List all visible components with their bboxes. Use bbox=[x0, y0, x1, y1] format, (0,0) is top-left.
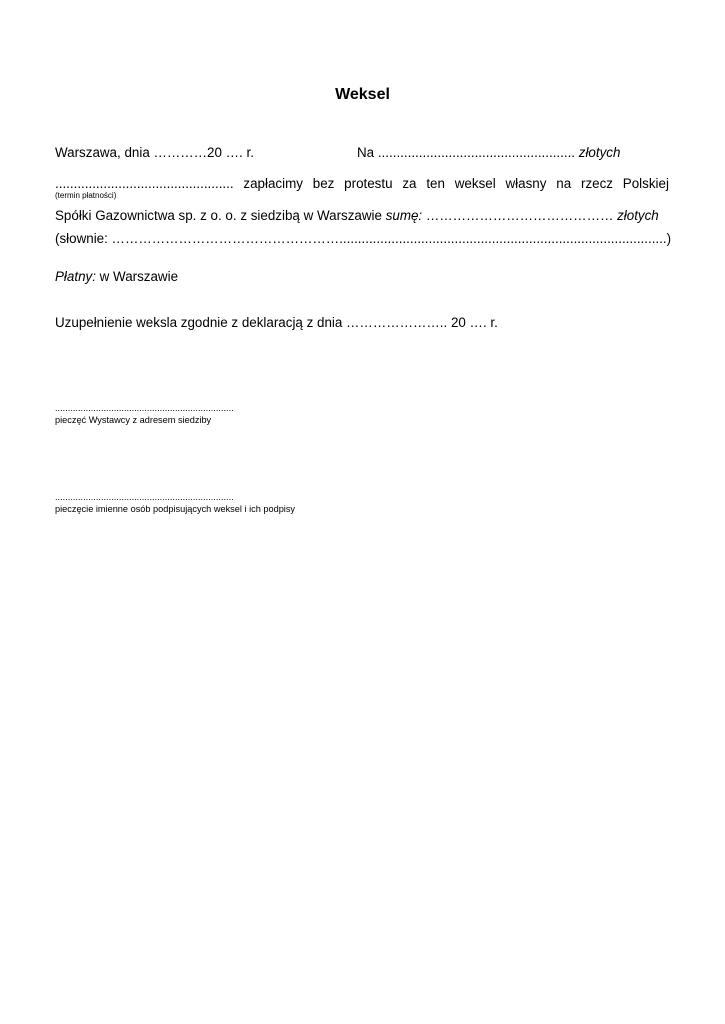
promise-word: zapłacimy bbox=[243, 176, 303, 191]
sum-field: …………………………………… bbox=[422, 208, 618, 223]
promise-word: rzecz bbox=[580, 176, 613, 191]
place-date-line bbox=[55, 145, 254, 160]
promise-word: weksel bbox=[454, 176, 496, 191]
term-caption: (termin płatności) bbox=[55, 191, 117, 200]
sum-unit: złotych bbox=[617, 208, 659, 223]
amount-unit: złotych bbox=[578, 145, 621, 160]
document-title: Weksel bbox=[335, 86, 390, 103]
payable-label: Płatny: bbox=[55, 269, 96, 284]
promise-word: protestu bbox=[344, 176, 393, 191]
promise-word: na bbox=[556, 176, 572, 191]
beneficiary-line bbox=[55, 208, 659, 223]
promise-word: ten bbox=[426, 176, 445, 191]
promise-word: Polskiej bbox=[622, 176, 669, 191]
sum-label: sumę: bbox=[385, 208, 423, 223]
payment-promise-line bbox=[55, 176, 669, 191]
issuer-stamp-caption: pieczęć Wystawcy z adresem siedziby bbox=[55, 415, 212, 425]
completion-line: Uzupełnienie weksla zgodnie z deklaracją z dnia ………………….. 20 …. r. bbox=[55, 315, 498, 330]
promise-word: własny bbox=[505, 176, 547, 191]
beneficiary-text: Spółki Gazownictwa sp. z o. o. z siedzibą w Warszawie bbox=[55, 208, 386, 223]
payable-place: w Warszawie bbox=[95, 269, 179, 284]
amount-in-words-line: (słownie: ……………………………………………........................................................................................) bbox=[55, 231, 672, 246]
signatories-caption: pieczęcie imienne osób podpisujących weksel i ich podpisy bbox=[55, 504, 296, 514]
place-date: Warszawa, dnia …………20 …. r. bbox=[55, 145, 254, 160]
promise-word: ................................................ bbox=[55, 176, 234, 191]
signature-dots-1: ...................................................................... bbox=[55, 403, 234, 413]
signature-dots-2: ...................................................................... bbox=[55, 492, 234, 502]
promise-word: za bbox=[402, 176, 417, 191]
amount-line bbox=[357, 145, 620, 160]
promise-word: bez bbox=[312, 176, 335, 191]
payable-line bbox=[55, 269, 178, 284]
amount-field: Na ..................................................... bbox=[357, 145, 579, 160]
